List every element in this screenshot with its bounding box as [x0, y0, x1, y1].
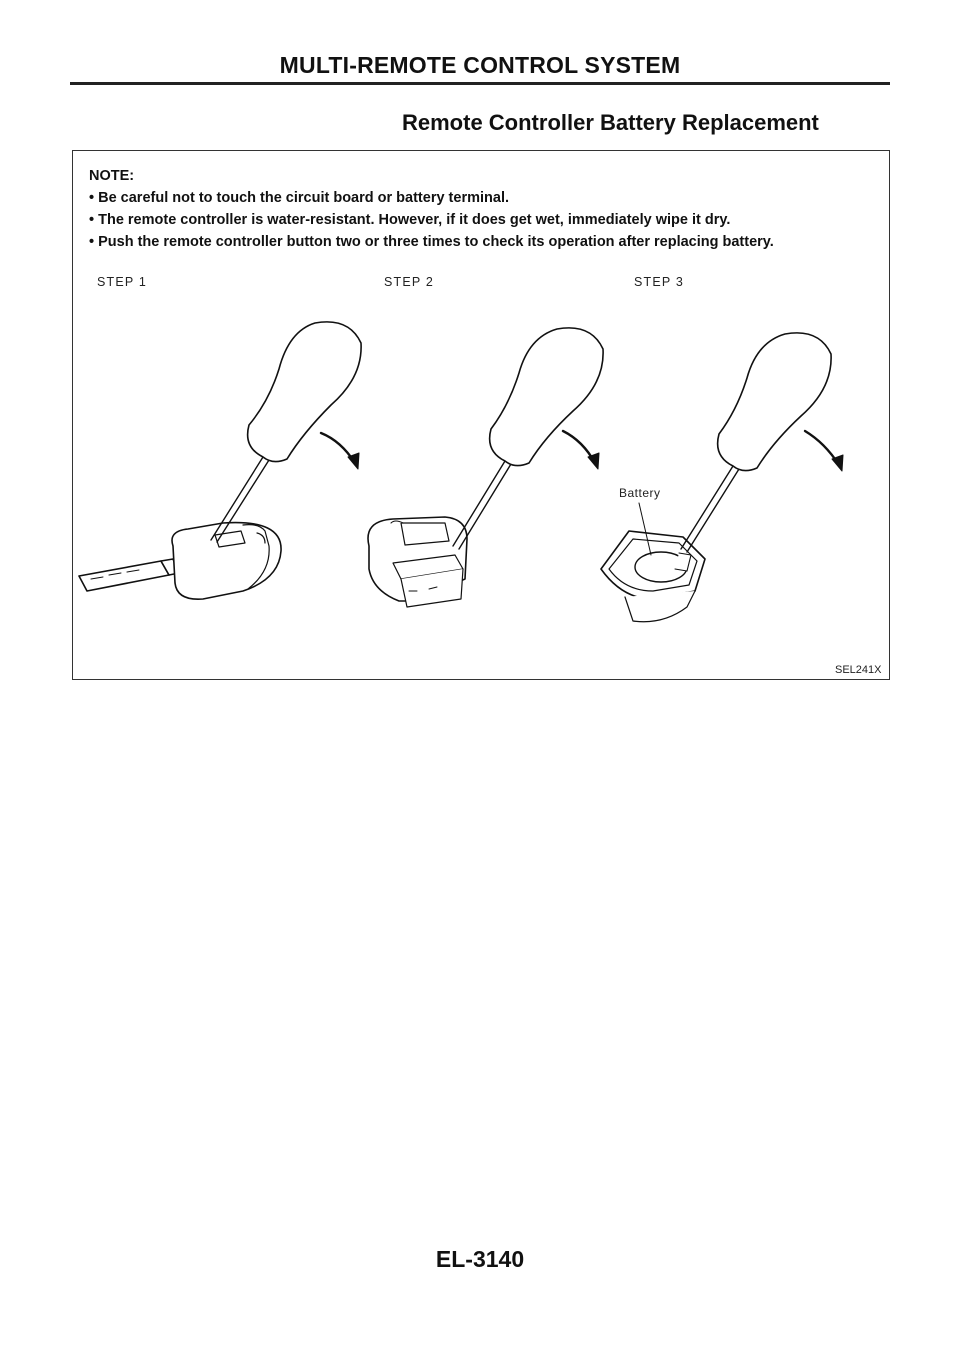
figure-box — [72, 150, 890, 680]
note-line-3: • Push the remote controller button two or three times to check its operation after replacing battery. — [89, 234, 774, 250]
step-3-illustration — [601, 333, 843, 622]
step-1-illustration — [79, 322, 361, 599]
battery-replacement-illustration — [73, 151, 889, 679]
note-line-2: • The remote controller is water-resistant. However, if it does get wet, immediately wipe it dry. — [89, 212, 731, 228]
page-number: EL-3140 — [435, 1246, 525, 1272]
step-2-label: STEP 2 — [384, 275, 435, 289]
page-header-title: MULTI-REMOTE CONTROL SYSTEM — [279, 52, 681, 78]
header-divider — [70, 82, 890, 85]
step-2-illustration — [368, 328, 603, 607]
step-3-label: STEP 3 — [634, 275, 685, 289]
note-heading: NOTE: — [89, 168, 135, 184]
note-line-1: • Be careful not to touch the circuit board or battery terminal. — [89, 190, 509, 206]
step-1-label: STEP 1 — [97, 275, 148, 289]
section-title: Remote Controller Battery Replacement — [402, 110, 819, 135]
figure-code: SEL241X — [835, 664, 882, 676]
battery-callout: Battery — [619, 486, 661, 500]
